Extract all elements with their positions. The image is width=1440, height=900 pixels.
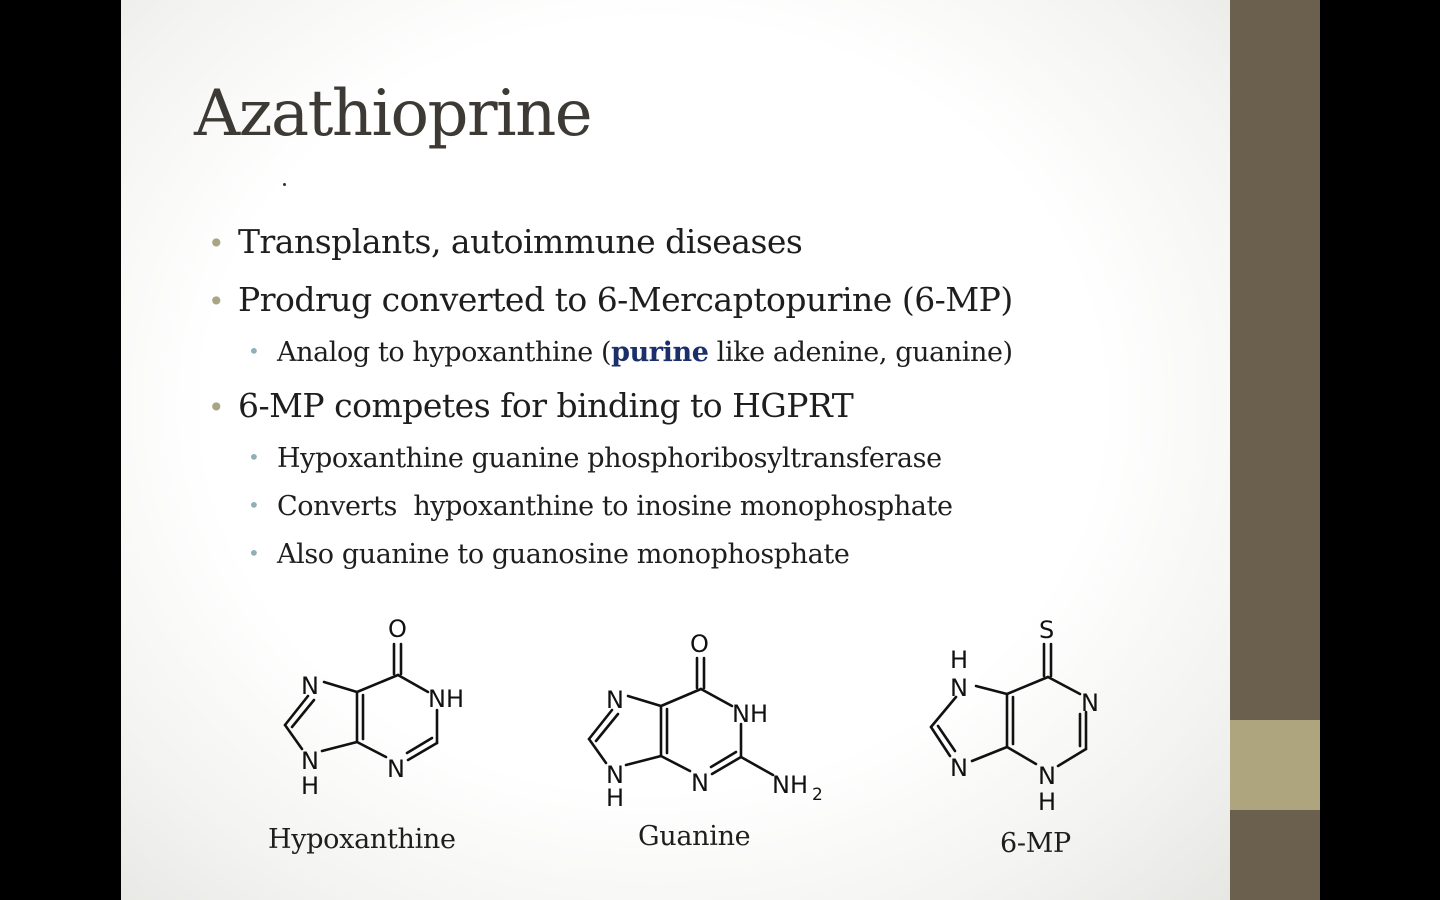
sub-bullet-item <box>248 440 942 476</box>
bullet-marker: • <box>248 541 260 565</box>
caption-hypoxanthine: Hypoxanthine <box>268 824 456 855</box>
stray-dot <box>283 183 286 186</box>
atom-n: N <box>950 674 968 702</box>
atom-h: H <box>950 646 969 674</box>
atom-n: N <box>606 761 624 789</box>
bullet-marker: • <box>208 285 225 318</box>
sub-bullet-item <box>248 536 849 572</box>
bullet-marker: • <box>248 445 260 469</box>
bullet-marker: • <box>208 227 225 260</box>
purine-highlight: purine <box>611 337 709 368</box>
bullet-text-pre: Analog to hypoxanthine ( <box>277 337 612 368</box>
sub-bullet-item <box>248 334 1013 370</box>
atom-h: H <box>1038 788 1057 814</box>
caption-guanine: Guanine <box>638 821 751 852</box>
hypoxanthine-diagram <box>270 612 480 802</box>
slide-title: Azathioprine <box>194 77 592 151</box>
atom-n: N <box>301 672 319 700</box>
atom-h: H <box>606 784 625 806</box>
bullet-item <box>208 280 1013 322</box>
bullet-text: 6-MP competes for binding to HGPRT <box>238 386 854 425</box>
hypoxanthine-structure <box>270 612 480 802</box>
bullet-marker: • <box>208 391 225 424</box>
sidebar-accent-block <box>1230 720 1320 810</box>
bullet-marker: • <box>248 493 260 517</box>
6-mp-structure <box>920 614 1110 814</box>
atom-n: N <box>1038 762 1056 790</box>
atom-n: N <box>1081 689 1099 717</box>
guanine-diagram <box>574 626 834 806</box>
guanine-structure <box>574 626 834 806</box>
atom-h: H <box>301 772 320 800</box>
bullet-item <box>208 386 853 428</box>
bullet-item <box>208 222 802 264</box>
atom-nh: NH <box>732 700 768 728</box>
caption-6-mp: 6-MP <box>1000 828 1071 859</box>
bullet-text: Hypoxanthine guanine phosphoribosyltransferase <box>277 443 942 474</box>
atom-o: O <box>690 630 709 658</box>
sub-bullet-item <box>248 488 953 524</box>
bullet-text-post: like adenine, guanine) <box>708 337 1013 368</box>
subscript-2: 2 <box>812 785 823 805</box>
6-mp-diagram <box>920 614 1110 814</box>
bullet-text: Prodrug converted to 6-Mercaptopurine (6-MP) <box>238 280 1013 319</box>
atom-n: N <box>950 754 968 782</box>
atom-n: N <box>301 747 319 775</box>
atom-n: N <box>691 769 709 797</box>
atom-nh2: NH <box>772 771 808 799</box>
atom-o: O <box>388 615 407 643</box>
bullet-text: Transplants, autoimmune diseases <box>238 222 803 261</box>
bullet-marker: • <box>248 339 260 363</box>
atom-n: N <box>387 755 405 783</box>
atom-s: S <box>1039 616 1055 644</box>
bullet-text: Also guanine to guanosine monophosphate <box>277 539 850 570</box>
bullet-text: Converts hypoxanthine to inosine monophosphate <box>277 491 953 522</box>
atom-nh: NH <box>428 685 464 713</box>
atom-n: N <box>606 686 624 714</box>
